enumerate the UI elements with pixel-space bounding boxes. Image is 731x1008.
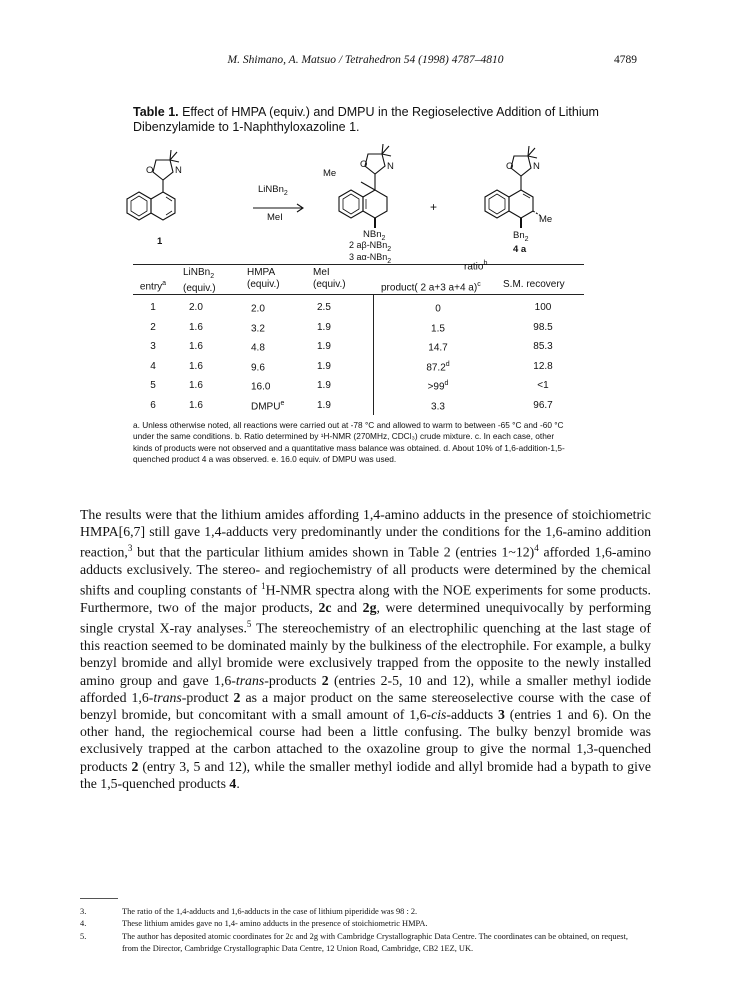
note-c: c. In each case, other kinds of products were not observed and a quantitative mass balance was obtained. [133,431,555,453]
oxazoline-N-4a: N [533,161,540,172]
reagent-linbn2: LiNBn$_2$ [258,184,288,197]
cell-sm: <1 [537,380,549,391]
cell-product: 0 [435,303,441,315]
reagent-mei: MeI [267,212,283,223]
table-row [133,341,584,355]
table-caption [133,105,603,135]
oxazoline-O-1: O [146,165,154,176]
running-header [0,54,731,70]
cell-sm: 85.3 [533,341,553,352]
cell-entry: 2 [150,321,156,333]
cell-linbn2: 1.6 [189,360,203,372]
table-header-rule [133,294,584,295]
cell-product: 14.7 [428,342,448,354]
table-row [133,361,584,375]
table-top-rule [133,264,584,265]
header-entry: entry$^a$ [139,280,167,293]
reaction-scheme [125,132,615,264]
body-paragraph: The results were that the lithium amides affording 1,4-amino adducts in the presence of stoichiometric HMPA[6,7] still gave 1,4-adducts very predominantly under the conditions for the 1,6-amino addition reaction,$^3$ but that the particular lithium amides shown in Table 2 (entries 1~12)$^4$ afforded 1,6-amino adducts exclusively. The stereo- and regiochemistry of all products were determined by the chemical shifts and coupling constants of $^1$H-NMR spectra along with the NOE experiments for some products. Furthermore, two of the major products, 2c and 2g, were determined unequivocally by performing single crystal X-ray analyses.$^5$ The stereochemistry of an electrophilic quenching at the last stage of this reaction seemed to be dominated mainly by the bulkiness of the electrophile. For example, a bulky benzyl bromide and allyl bromide were exclusively trapped from the opposite to the newly installed amino group and gave 1,6-trans-products 2 (entries 2-5, 10 and 12), while a smaller methyl iodide afforded 1,6-trans-product 2 as a major product on the same stereoselective course with the case of benzyl bromide, but concomitant with a small amount of 1,6-cis-adducts 3 (entries 1 and 6). On the other hand, the regiochemical course had been a little confusing. The bulky benzyl bromide was exclusively trapped at the carbon attached to the oxazoline group to give the normal 1,3-quenched products 2 (entry 3, 5 and 12), while the smaller methyl iodide and allyl bromide had a bypath to give the 1,5-quenched products 4. [80,507,652,791]
cell-linbn2: 2.0 [189,302,203,313]
header-sm-recovery: S.M. recovery [503,279,565,290]
cell-entry: 5 [150,380,156,391]
cell-mei: 1.9 [317,341,331,352]
table-row [133,322,584,336]
naphthalene-ring-1 [127,192,175,220]
oxazoline-N-2a: N [387,161,394,172]
cell-entry: 6 [150,399,156,411]
product-4a-me-label: Me [539,214,553,225]
cell-hmpa: 2.0 [251,303,265,315]
cell-linbn2: 1.6 [189,380,203,391]
cell-sm: 100 [534,302,552,313]
cell-product: 1.5 [431,322,445,334]
cell-sm: 98.5 [533,321,553,333]
cell-mei: 1.9 [317,321,331,333]
footnote-4: 4. These lithium amides gave no 1,4- amino adducts in the presence of stoichiometric HMPA. [80,919,428,929]
note-b: b. Ratio determined by ¹H-NMR (270MHz, CDCl₃) crude mixture. [234,431,473,442]
cell-mei: 1.9 [317,380,331,391]
product-me-label: Me [323,168,337,179]
note-d: d. About 10% of 1,6-addition-1,5-quenched product 4 a was observed. [133,442,565,464]
cell-hmpa: 9.6 [251,361,265,373]
table-notes [133,420,573,465]
header-product: product( 2 a+3 a+4 a)$^c$ [381,281,481,294]
cell-linbn2: 1.6 [189,341,203,352]
cell-linbn2: 1.6 [189,321,203,333]
table-caption-text: Effect of HMPA (equiv.) and DMPU in the Regioselective Addition of Lithium Dibenzylamide to 1-Naphthyloxazoline 1. [133,105,599,134]
cell-entry: 1 [150,302,156,313]
product-3a-label: 3 aα-NBn$_2$ [349,252,392,265]
compound-1-label: 1 [157,236,163,247]
table-row [133,400,584,414]
table-label: Table 1. [133,105,179,119]
plus-sign: + [430,200,438,214]
cell-mei: 1.9 [317,399,331,411]
oxazoline-O-4a: O [506,161,514,172]
footnote-rule [80,898,118,899]
header-hmpa: HMPA (equiv.) [247,267,280,290]
cell-linbn2: 1.6 [189,399,203,411]
cell-mei: 2.5 [317,302,331,313]
cell-hmpa: 16.0 [251,381,271,393]
cell-entry: 4 [150,360,156,372]
header-mei: MeI (equiv.) [313,267,346,290]
header-linbn2: LiNBn$_2$ (equiv.) [183,267,216,294]
running-title: M. Shimano, A. Matsuo / Tetrahedron 54 (1998) 4787–4810 [227,54,504,66]
product-4a-ring [485,190,533,218]
cell-sm: 96.7 [533,399,553,411]
compound-4a-label: 4 a [513,244,527,255]
cell-product: $>99^d$ [427,380,449,393]
footnote-3: 3. The ratio of the 1,4-adducts and 1,6-adducts in the case of lithium piperidide was 98 : 2. [80,907,418,916]
cell-mei: 1.9 [317,360,331,372]
oxazoline-N-1: N [175,165,182,176]
cell-product: 3.3 [431,400,445,412]
product-nbn2-label: NBn$_2$ [363,229,386,242]
table-row [133,302,584,316]
product-2a-label: 2 aβ-NBn$_2$ [349,240,392,253]
page-number: 4789 [614,54,637,66]
footnotes [80,906,640,956]
footnote-5: 5. The author has deposited atomic coordinates for 2c and 2g with Cambridge Crystallographic Data Centre. The coordinates can be obtained, on request, from the Director, Cambridge Crystallographic Data Centre, 12 Union Road, Cambridge, CB2 1EZ, UK. [80,931,628,954]
note-e: e. 16.0 equiv. of DMPU was used. [271,453,397,464]
cell-entry: 3 [150,341,156,352]
cell-product: 87.2$^d$ [426,360,450,373]
table-row [133,380,584,394]
product-4a-bn2-label: $Bn_2$ [513,230,529,243]
cell-hmpa: DMPU$^e$ [251,399,285,412]
note-a: a. Unless otherwise noted, all reactions were carried out at -78 °C and allowed to warm to between -65 °C and -60 °C under the same conditions. [133,420,564,442]
product-2a-ring [339,190,387,218]
cell-hmpa: 3.2 [251,322,265,334]
oxazoline-O-2a: O [360,159,368,170]
cell-hmpa: 4.8 [251,342,265,354]
cell-sm: 12.8 [533,360,553,372]
header-ratio: ratio$^b$ [464,260,488,273]
